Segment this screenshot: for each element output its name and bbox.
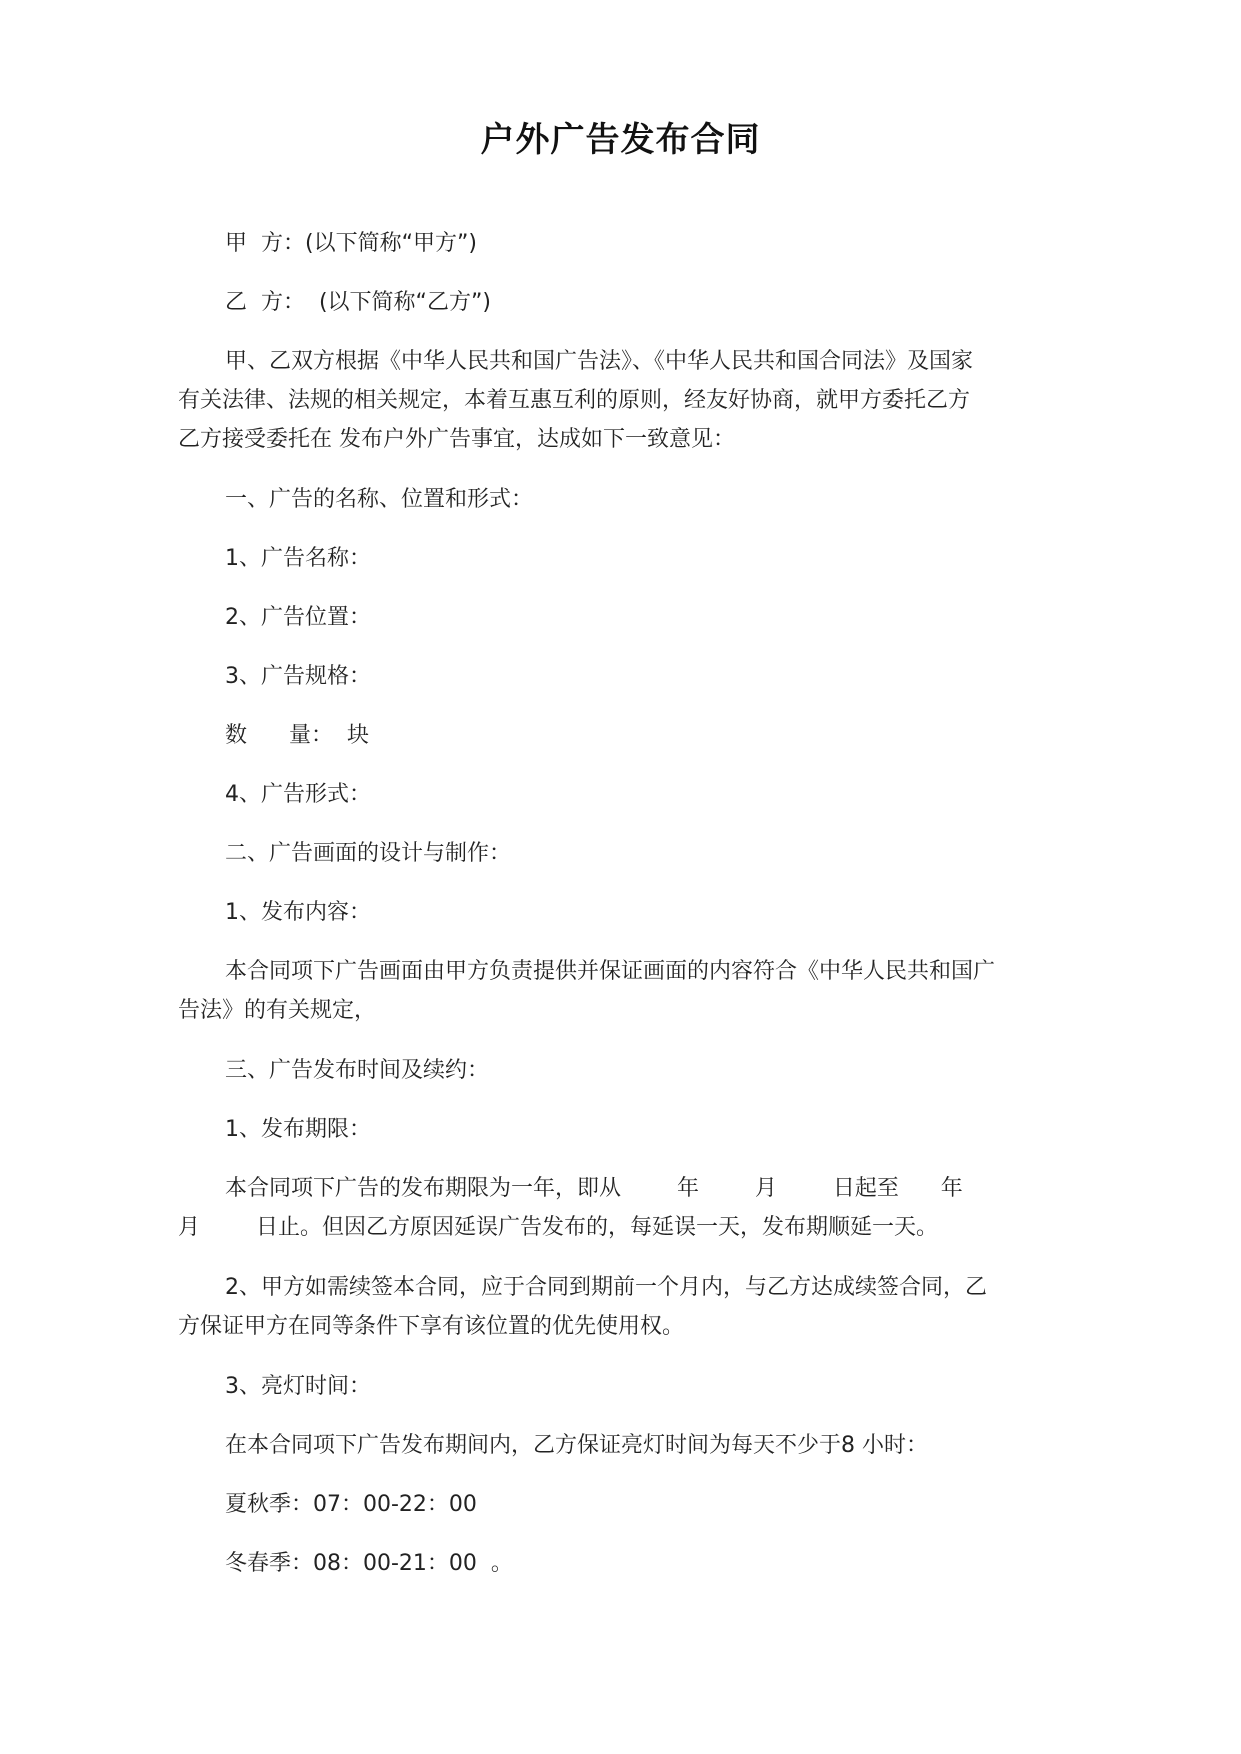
party-a-line: 甲 方：(以下简称“甲方”): [225, 231, 477, 256]
section-3-heading: 三、广告发布时间及续约：: [225, 1058, 490, 1083]
ad-location-item: 2、广告位置：: [225, 605, 371, 630]
renewal-line-2: 方保证甲方在同等条件下享有该位置的优先使用权。: [178, 1314, 685, 1339]
intro-line-2: 有关法律、法规的相关规定，本着互惠互利的原则，经友好协商，就甲方委托乙方: [178, 388, 971, 413]
section-1-heading: 一、广告的名称、位置和形式：: [225, 487, 534, 512]
intro-line-3: 乙方接受委托在 发布户外广告事宜，达成如下一致意见：: [178, 427, 735, 452]
ad-form-item: 4、广告形式：: [225, 782, 371, 807]
section-2-heading: 二、广告画面的设计与制作：: [225, 841, 512, 866]
summer-autumn-hours: 夏秋季：07：00-22：00: [225, 1492, 477, 1517]
party-b-line: 乙 方： (以下简称“乙方”): [225, 290, 491, 315]
publish-term-item: 1、发布期限：: [225, 1117, 371, 1142]
winter-spring-hours: 冬春季：08：00-21：00 。: [225, 1551, 513, 1576]
document-title: 户外广告发布合同: [480, 120, 761, 160]
renewal-line-1: 2、甲方如需续签本合同，应于合同到期前一个月内，与乙方达成续签合同，乙: [225, 1275, 987, 1300]
term-line-2: 月 日止。但因乙方原因延误广告发布的，每延误一天，发布期顺延一天。: [178, 1215, 938, 1240]
lighting-time-item: 3、亮灯时间：: [225, 1374, 371, 1399]
publish-content-item: 1、发布内容：: [225, 900, 371, 925]
content-line-2: 告法》的有关规定，: [178, 998, 377, 1023]
content-line-1: 本合同项下广告画面由甲方负责提供并保证画面的内容符合《中华人民共和国广: [225, 959, 996, 984]
ad-spec-item: 3、广告规格：: [225, 664, 371, 689]
intro-line-1: 甲、乙双方根据《中华人民共和国广告法》、《中华人民共和国合同法》及国家: [225, 349, 974, 374]
term-line-1: 本合同项下广告的发布期限为一年，即从 年 月 日起至 年: [225, 1176, 963, 1201]
quantity-item: 数 量： 块: [225, 723, 369, 748]
lighting-description: 在本合同项下广告发布期间内，乙方保证亮灯时间为每天不少于8 小时：: [225, 1433, 928, 1458]
ad-name-item: 1、广告名称：: [225, 546, 371, 571]
